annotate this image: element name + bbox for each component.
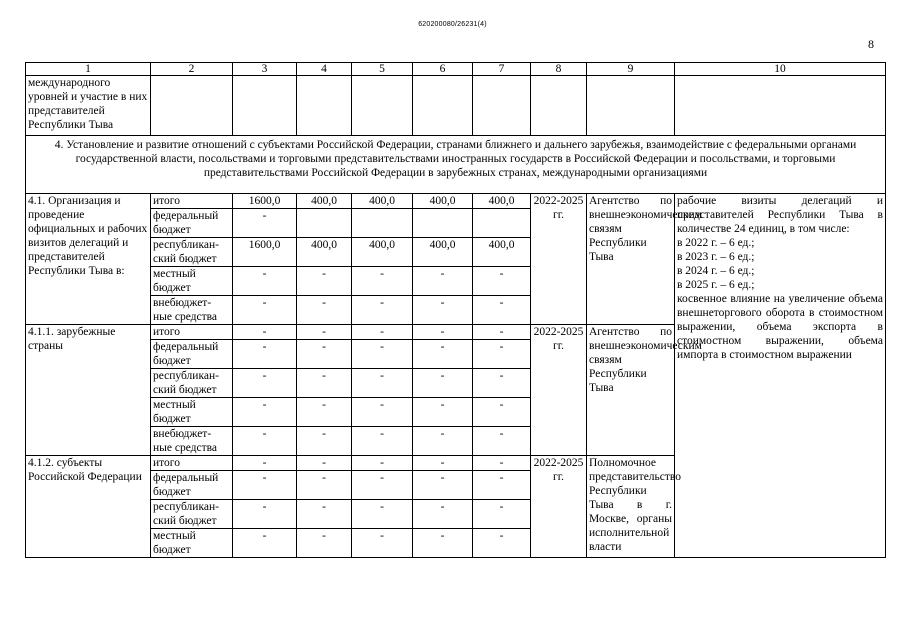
item-4-1-2-executor: Полномочное представительство Республики Тыва в г. Москве, органы исполнительной власти <box>587 456 675 558</box>
item-4-1-name: 4.1. Организация и проведение официальных и рабочих визитов делегаций и представителей Республики Тыва в: <box>26 194 151 325</box>
value-cell: 400,0 <box>473 238 531 267</box>
result-line: в 2023 г. – 6 ед.; <box>677 251 755 263</box>
value-cell: 400,0 <box>352 194 413 209</box>
value-cell: - <box>297 529 352 558</box>
page-number: 8 <box>868 37 874 51</box>
header-cell: 4 <box>297 63 352 76</box>
funding-label: федеральный бюджет <box>151 471 233 500</box>
value-cell: - <box>352 267 413 296</box>
value-cell: - <box>352 427 413 456</box>
value-cell: - <box>233 325 297 340</box>
value-cell: - <box>233 296 297 325</box>
value-cell: - <box>413 456 473 471</box>
value-cell: - <box>233 500 297 529</box>
value-cell: - <box>233 456 297 471</box>
value-cell: - <box>297 427 352 456</box>
funding-label: итого <box>151 456 233 471</box>
value-cell: - <box>233 267 297 296</box>
funding-label: федеральный бюджет <box>151 209 233 238</box>
value-cell: - <box>233 369 297 398</box>
header-cell: 6 <box>413 63 473 76</box>
funding-label: федеральный бюджет <box>151 340 233 369</box>
result-line: в 2024 г. – 6 ед.; <box>677 265 755 277</box>
value-cell: - <box>352 500 413 529</box>
value-cell: 400,0 <box>297 238 352 267</box>
funding-label: местный бюджет <box>151 398 233 427</box>
funding-label: местный бюджет <box>151 267 233 296</box>
item-4-1-1-name: 4.1.1. зарубежные страны <box>26 325 151 456</box>
value-cell: - <box>413 398 473 427</box>
result-intro: рабочие визиты делегаций и представителей Республики Тыва в количестве 24 единиц, в том числе: <box>677 195 883 235</box>
value-cell: - <box>473 267 531 296</box>
header-cell: 5 <box>352 63 413 76</box>
section-4-title: 4. Установление и развитие отношений с субъектами Российской Федерации, странами ближнего и дальнего зарубежья, взаимодействие с федеральными органами государственной власти, посольствами и торговыми представительствами иностранных государств в Российской Федерации и посольствами, и торговыми представительствами Российской Федерации в зарубежных странах, международными организациями <box>26 136 886 194</box>
value-cell: 1600,0 <box>233 238 297 267</box>
value-cell: - <box>297 456 352 471</box>
value-cell: - <box>352 296 413 325</box>
value-cell: - <box>297 340 352 369</box>
value-cell: 400,0 <box>413 194 473 209</box>
value-cell: - <box>352 471 413 500</box>
value-cell: - <box>297 296 352 325</box>
result-indirect: косвенное влияние на увеличение объема внешнеторгового оборота в стоимостном выражении, объема экспорта в стоимостном выражении, объема импорта в стоимостном выражении <box>677 293 883 361</box>
value-cell: - <box>233 398 297 427</box>
continuation-row <box>26 76 886 136</box>
value-cell: - <box>413 325 473 340</box>
result-line: в 2025 г. – 6 ед.; <box>677 279 755 291</box>
value-cell: - <box>413 369 473 398</box>
value-cell: - <box>233 427 297 456</box>
value-cell: - <box>473 456 531 471</box>
funding-label: итого <box>151 194 233 209</box>
value-cell: - <box>297 471 352 500</box>
header-cell: 7 <box>473 63 531 76</box>
value-cell: - <box>233 340 297 369</box>
item-4-1-1-period: 2022-2025 гг. <box>531 325 587 456</box>
item-4-1-period: 2022-2025 гг. <box>531 194 587 325</box>
header-cell: 9 <box>587 63 675 76</box>
value-cell: - <box>233 471 297 500</box>
header-cell: 8 <box>531 63 587 76</box>
value-cell: - <box>297 398 352 427</box>
header-cell: 3 <box>233 63 297 76</box>
value-cell: - <box>297 369 352 398</box>
funding-label: итого <box>151 325 233 340</box>
section-row <box>26 136 886 194</box>
funding-label: республикан-ский бюджет <box>151 369 233 398</box>
value-cell: - <box>352 325 413 340</box>
value-cell: - <box>473 340 531 369</box>
value-cell: - <box>233 529 297 558</box>
value-cell: - <box>473 325 531 340</box>
header-row <box>26 63 886 76</box>
value-cell: - <box>352 529 413 558</box>
value-cell: - <box>297 500 352 529</box>
value-cell: - <box>413 529 473 558</box>
header-cell: 10 <box>675 63 886 76</box>
funding-label: республикан-ский бюджет <box>151 238 233 267</box>
value-cell: 400,0 <box>297 194 352 209</box>
value-cell: - <box>473 471 531 500</box>
value-cell: - <box>473 296 531 325</box>
header-cell: 1 <box>26 63 151 76</box>
value-cell: - <box>352 340 413 369</box>
value-cell: - <box>352 369 413 398</box>
value-cell: - <box>473 427 531 456</box>
item-4-1-2-period: 2022-2025 гг. <box>531 456 587 558</box>
value-cell: 400,0 <box>413 238 473 267</box>
funding-label: внебюджет-ные средства <box>151 427 233 456</box>
funding-label: внебюджет-ные средства <box>151 296 233 325</box>
value-cell: - <box>297 325 352 340</box>
value-cell: 400,0 <box>352 238 413 267</box>
value-cell: - <box>413 267 473 296</box>
document-code: 620200080/26231(4) <box>418 21 487 28</box>
continuation-name: международного уровней и участие в них представителей Республики Тыва <box>26 76 151 136</box>
funding-label: республикан-ский бюджет <box>151 500 233 529</box>
result-line: в 2022 г. – 6 ед.; <box>677 237 755 249</box>
value-cell: 1600,0 <box>233 194 297 209</box>
item-4-1-1-executor: Агентство по внешнеэкономическим связям Республики Тыва <box>587 325 675 456</box>
value-cell: - <box>413 340 473 369</box>
value-cell: - <box>297 267 352 296</box>
value-cell: - <box>352 456 413 471</box>
value-cell: - <box>413 427 473 456</box>
value-cell: - <box>473 398 531 427</box>
value-cell: - <box>473 369 531 398</box>
funding-label: местный бюджет <box>151 529 233 558</box>
value-cell: - <box>413 471 473 500</box>
value-cell: - <box>473 500 531 529</box>
value-cell: - <box>413 500 473 529</box>
value-cell: - <box>233 209 297 238</box>
table-row <box>26 194 886 209</box>
value-cell: - <box>413 296 473 325</box>
item-4-1-result <box>675 194 886 558</box>
item-4-1-2-name: 4.1.2. субъекты Российской Федерации <box>26 456 151 558</box>
program-table <box>25 62 886 558</box>
value-cell: - <box>352 398 413 427</box>
value-cell: - <box>473 529 531 558</box>
value-cell: 400,0 <box>473 194 531 209</box>
header-cell: 2 <box>151 63 233 76</box>
item-4-1-executor: Агентство по внешнеэкономическим связям Республики Тыва <box>587 194 675 325</box>
